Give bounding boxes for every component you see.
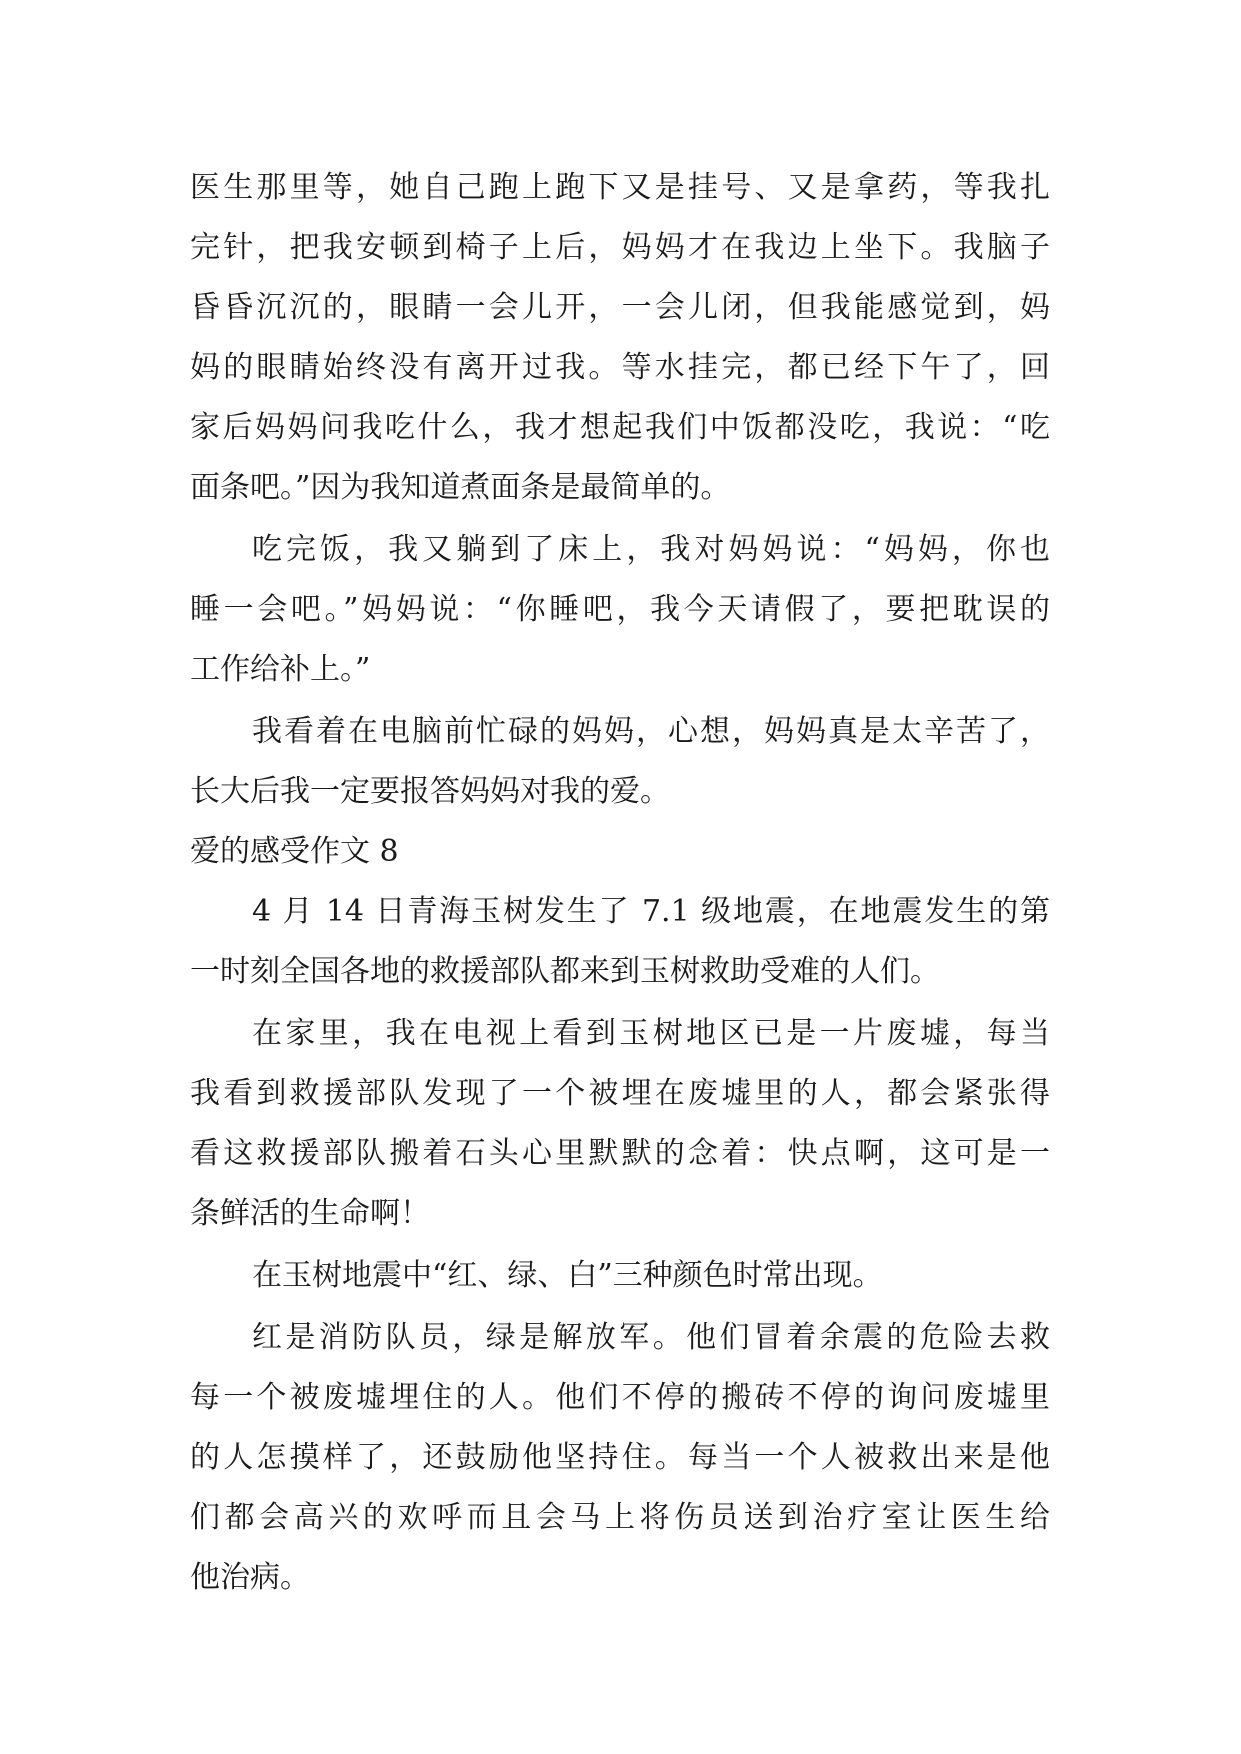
- paragraph: [190, 702, 1050, 822]
- text-line: 在玉树地震中“红、绿、白”三种颜色时常出现。: [252, 1258, 883, 1293]
- text-line: 每一个被废墟埋住的人。他们不停的搬砖不停的询问废墟里: [190, 1380, 1050, 1415]
- text-line: 我看着在电脑前忙碌的妈妈，心想，妈妈真是太辛苦了，: [252, 714, 1050, 749]
- text-line: 面条吧。”因为我知道煮面条是最简单的。: [190, 470, 731, 505]
- text-line: 昏昏沉沉的，眼睛一会儿开，一会儿闭，但我能感觉到，妈: [190, 290, 1050, 325]
- text-line: 完针，把我安顿到椅子上后，妈妈才在我边上坐下。我脑子: [190, 230, 1050, 265]
- text-line: 家后妈妈问我吃什么，我才想起我们中饭都没吃，我说：“吃: [190, 410, 1050, 445]
- paragraph: [190, 1004, 1050, 1244]
- text-line: 长大后我一定要报答妈妈对我的爱。: [190, 774, 670, 809]
- document-page: [190, 158, 1050, 1608]
- paragraph: [190, 158, 1050, 518]
- text-line: 红是消防队员，绿是解放军。他们冒着余震的危险去救: [252, 1320, 1050, 1355]
- text-line: 们都会高兴的欢呼而且会马上将伤员送到治疗室让医生给: [190, 1500, 1050, 1535]
- text-line: 医生那里等，她自己跑上跑下又是挂号、又是拿药，等我扎: [190, 170, 1050, 205]
- text-line: 他治病。: [190, 1560, 310, 1595]
- text-line: 条鲜活的生命啊！: [190, 1196, 430, 1231]
- paragraph: [190, 520, 1050, 700]
- text-line: 看这救援部队搬着石头心里默默的念着：快点啊，这可是一: [190, 1136, 1050, 1171]
- paragraph: [190, 1308, 1050, 1608]
- text-line: 工作给补上。”: [190, 652, 371, 687]
- text-line: 在家里，我在电视上看到玉树地区已是一片废墟，每当: [252, 1016, 1050, 1051]
- text-line: 妈的眼睛始终没有离开过我。等水挂完，都已经下午了，回: [190, 350, 1050, 385]
- paragraph: [190, 882, 1050, 1002]
- text-line: 吃完饭，我又躺到了床上，我对妈妈说：“妈妈，你也: [252, 532, 1050, 567]
- text-line: 我看到救援部队发现了一个被埋在废墟里的人，都会紧张得: [190, 1076, 1050, 1111]
- paragraph: [190, 1246, 1050, 1306]
- section-heading: 爱的感受作文 8: [190, 834, 399, 869]
- text-line: 睡一会吧。”妈妈说：“你睡吧，我今天请假了，要把耽误的: [190, 592, 1050, 627]
- text-line: 的人怎摸样了，还鼓励他坚持住。每当一个人被救出来是他: [190, 1440, 1050, 1475]
- text-line: 4 月 14 日青海玉树发生了 7.1 级地震，在地震发生的第: [252, 894, 1050, 929]
- text-line: 一时刻全国各地的救援部队都来到玉树救助受难的人们。: [190, 954, 940, 989]
